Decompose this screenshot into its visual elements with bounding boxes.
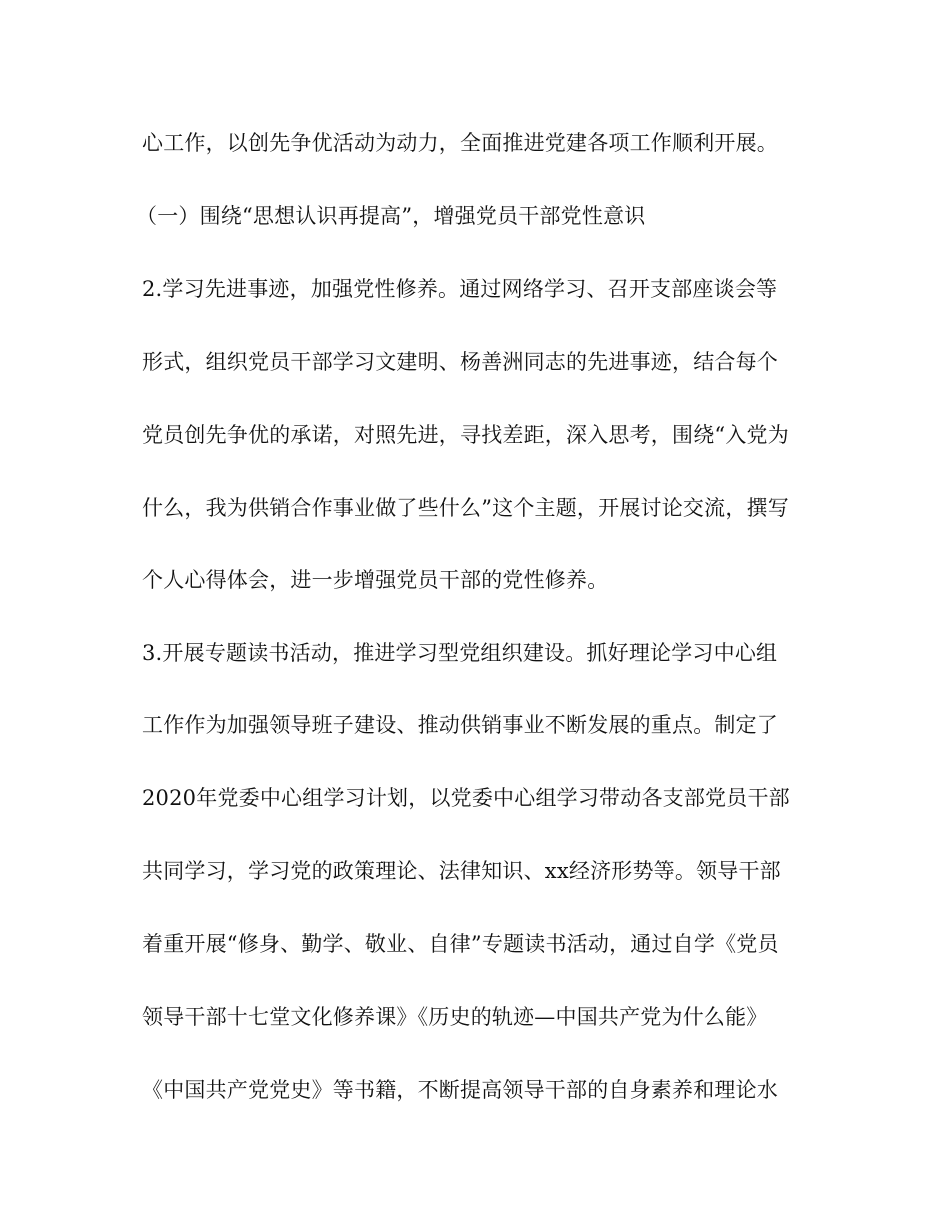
- paragraph-line: 形式，组织党员干部学习文建明、杨善洲同志的先进事迹，结合每个: [142, 350, 778, 374]
- section-heading: （一）围绕“思想认识再提高”，增强党员干部党性意识: [136, 204, 646, 228]
- paragraph-line: 党员创先争优的承诺，对照先进，寻找差距，深入思考，围绕“入党为: [142, 423, 789, 447]
- paragraph-line: 个人心得体会，进一步增强党员干部的党性修养。: [142, 568, 609, 592]
- paragraph-line: 共同学习，学习党的政策理论、法律知识、xx经济形势等。领导干部: [142, 859, 781, 883]
- paragraph-line: 领导干部十七堂文化修养课》《历史的轨迹—中国共产党为什么能》: [142, 1005, 768, 1029]
- paragraph-line: 着重开展“修身、勤学、敬业、自律”专题读书活动，通过自学《党员: [142, 932, 779, 956]
- paragraph-line: 什么，我为供销合作事业做了些什么”这个主题，开展讨论交流，撰写: [142, 496, 789, 520]
- paragraph-line: 3.开展专题读书活动，推进学习型党组织建设。抓好理论学习中心组: [142, 641, 778, 665]
- paragraph-line: 心工作，以创先争优活动为动力，全面推进党建各项工作顺利开展。: [142, 131, 778, 155]
- paragraph-line: 2.学习先进事迹，加强党性修养。通过网络学习、召开支部座谈会等: [142, 277, 778, 301]
- paragraph-line: 《中国共产党党史》等书籍，不断提高领导干部的自身素养和理论水: [142, 1078, 778, 1102]
- paragraph-line: 2020年党委中心组学习计划，以党委中心组学习带动各支部党员干部: [142, 786, 790, 810]
- paragraph-line: 工作作为加强领导班子建设、推动供销事业不断发展的重点。制定了: [142, 713, 778, 737]
